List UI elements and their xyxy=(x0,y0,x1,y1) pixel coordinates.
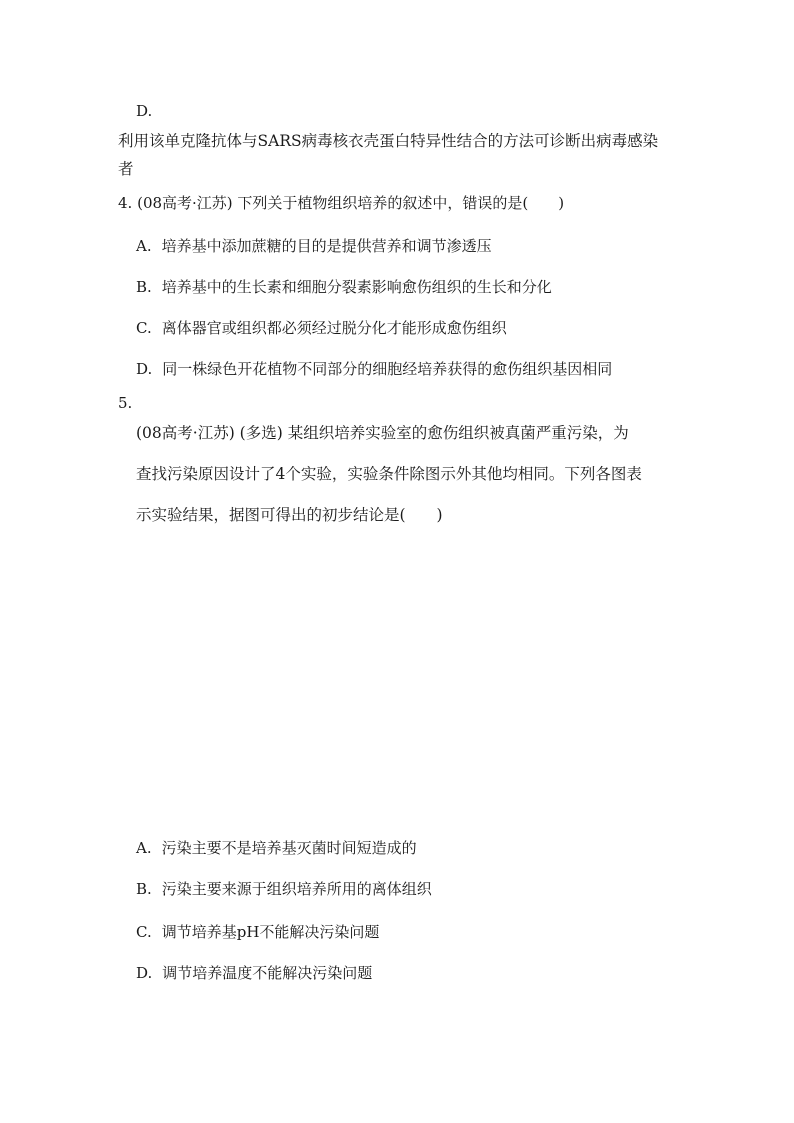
q4-stem: (08高考·江苏) 下列关于植物组织培养的叙述中，错误的是( ) xyxy=(137,194,565,212)
q4-option-c-label: C. xyxy=(136,319,152,337)
q5-option-c xyxy=(136,922,379,942)
q4-option-a xyxy=(136,236,492,256)
q3-option-d-text-line1: 利用该单克隆抗体与SARS病毒核衣壳蛋白特异性结合的方法可诊断出病毒感染 xyxy=(118,132,659,150)
q3-option-d-label: D. xyxy=(136,102,153,120)
q5-option-b xyxy=(136,879,432,899)
q5-stem-line1: (08高考·江苏) (多选) 某组织培养实验室的愈伤组织被真菌严重污染，为 xyxy=(136,424,629,442)
q5-number: 5. xyxy=(118,394,133,412)
q5-option-d xyxy=(136,963,372,983)
q4-number: 4. xyxy=(118,194,133,212)
q4-option-d-text: 同一株绿色开花植物不同部分的细胞经培养获得的愈伤组织基因相同 xyxy=(162,360,613,378)
q4-option-d-label: D. xyxy=(136,360,153,378)
q5-stem-line3: 示实验结果，据图可得出的初步结论是( ) xyxy=(136,506,443,524)
q5-option-c-label: C. xyxy=(136,923,152,941)
q5-option-c-text: 调节培养基pH不能解决污染问题 xyxy=(161,923,380,941)
q4-option-b-label: B. xyxy=(136,278,152,296)
q3-option-d-text-line2: 者 xyxy=(118,160,134,178)
q5-option-d-text: 调节培养温度不能解决污染问题 xyxy=(162,964,373,982)
q5-stem-line2: 查找污染原因设计了4个实验，实验条件除图示外其他均相同。下列各图表 xyxy=(136,465,642,483)
q4-stem-row xyxy=(118,193,564,213)
q4-option-b-text: 培养基中的生长素和细胞分裂素影响愈伤组织的生长和分化 xyxy=(161,278,552,296)
q4-option-a-text: 培养基中添加蔗糖的目的是提供营养和调节渗透压 xyxy=(161,237,492,255)
q5-option-a-label: A. xyxy=(136,839,152,857)
q5-option-d-label: D. xyxy=(136,964,153,982)
q4-option-c-text: 离体器官或组织都必须经过脱分化才能形成愈伤组织 xyxy=(161,319,507,337)
q5-option-b-text: 污染主要来源于组织培养所用的离体组织 xyxy=(161,880,432,898)
q5-option-a xyxy=(136,838,417,858)
q5-option-b-label: B. xyxy=(136,880,152,898)
q5-option-a-text: 污染主要不是培养基灭菌时间短造成的 xyxy=(161,839,417,857)
q4-option-b xyxy=(136,277,552,297)
q4-option-d xyxy=(136,359,612,379)
figure-placeholder xyxy=(120,540,680,820)
q4-option-c xyxy=(136,318,507,338)
q4-option-a-label: A. xyxy=(136,237,152,255)
